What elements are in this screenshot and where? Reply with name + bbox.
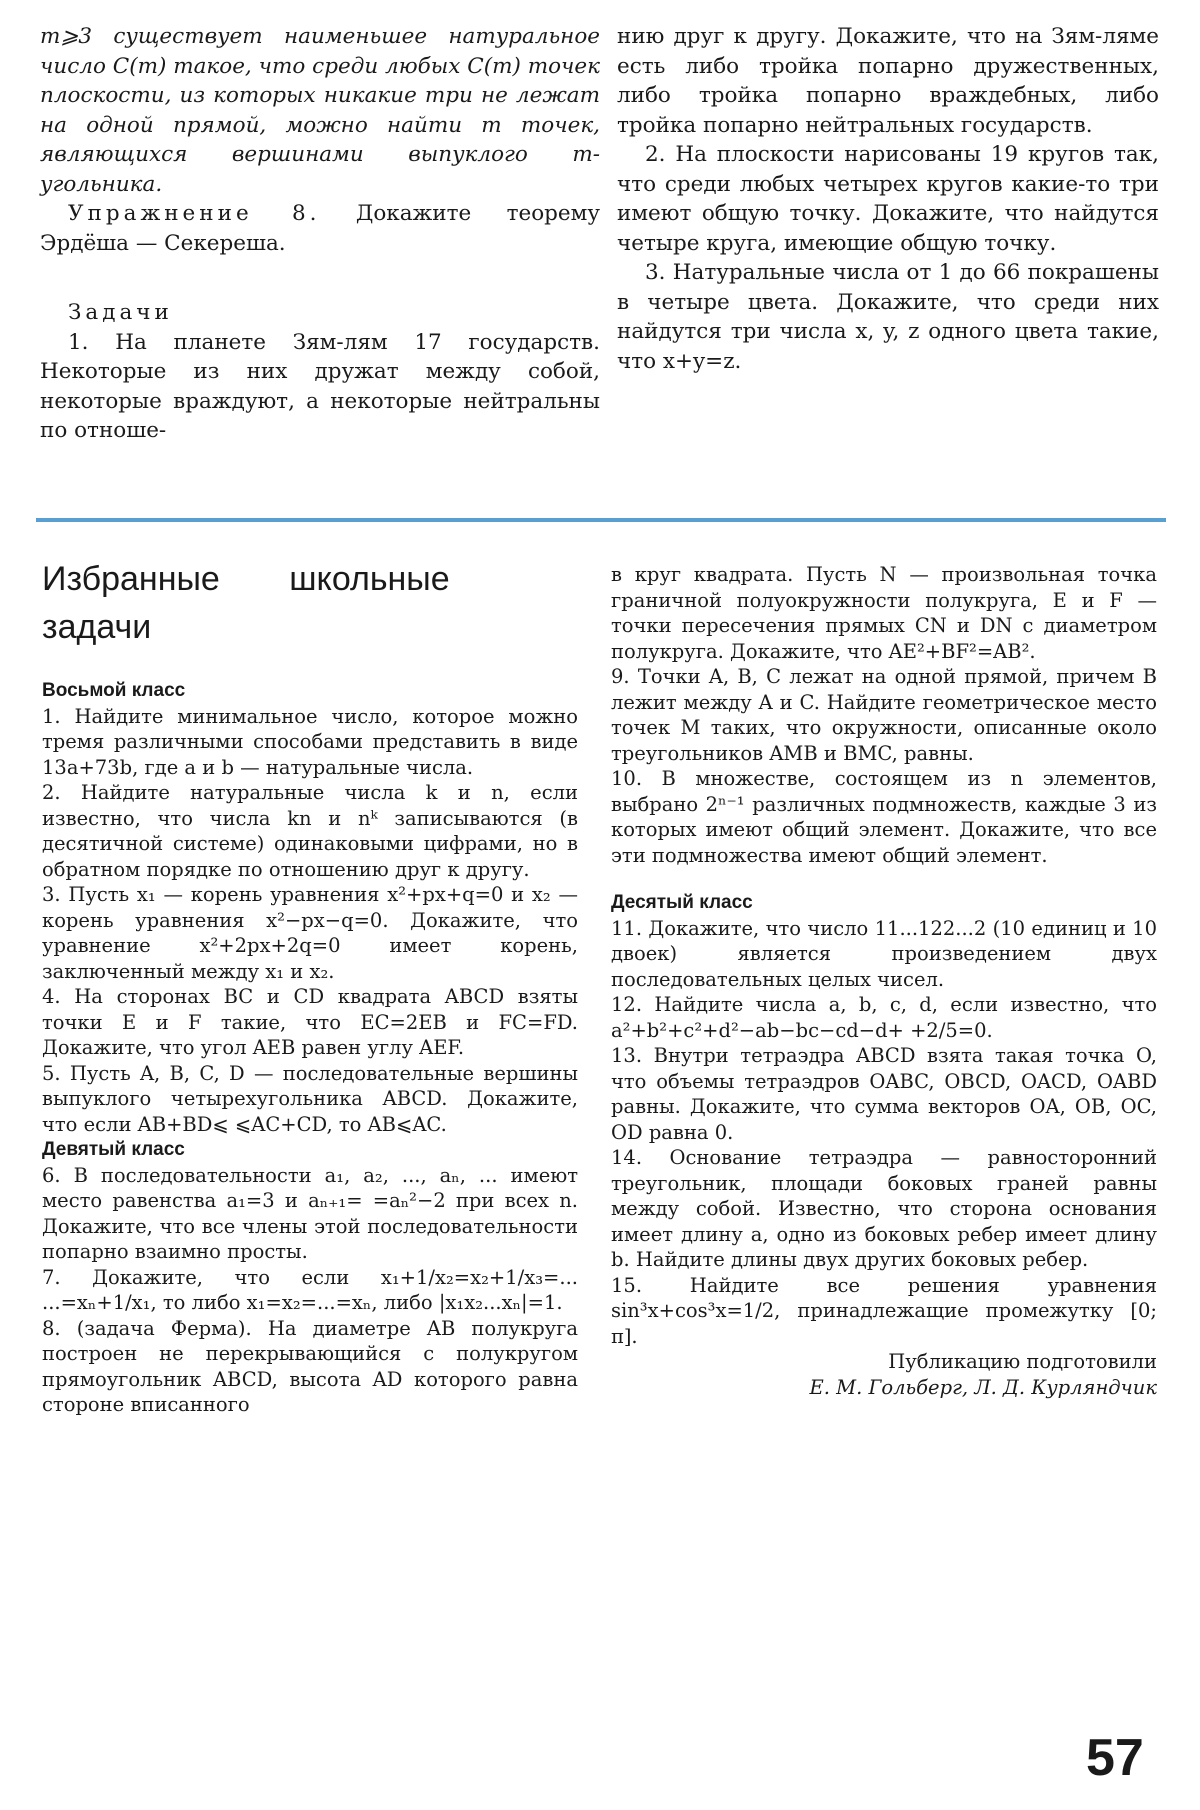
signature-line-1: Публикацию подготовили [888,1350,1157,1373]
problem-school-3: 3. Пусть x₁ — корень уравнения x²+px+q=0 и x₂ — корень уравнения x²−px−q=0. Докажите, что уравнение x²+2px+2q=0 имеет корень, заключенный между x₁ и x₂. [42,883,578,983]
section-title: Избранные школьные задачи [42,560,450,646]
problem-school-1: 1. Найдите минимальное число, которое можно тремя различными способами представить в виде 13a+73b, где a и b — натуральные числа. [42,704,578,779]
grade-10-heading: Десятый класс [611,892,753,913]
problem-school-8-continued: в круг квадрата. Пусть N — произвольная точка граничной полуокружности полукруга, E и F — точки пересечения прямых CN и DN с диаметром полукруга. Докажите, что AE²+BF²=AB². [611,563,1157,663]
problem-school-9: 9. Точки A, B, C лежат на одной прямой, причем B лежит между A и C. Найдите геометрическое место точек M таких, что окружности, описанные около треугольников AMB и BMC, равны. [611,665,1157,765]
problem-school-6: 6. В последовательности a₁, a₂, ..., aₙ, ... имеют место равенства a₁=3 и aₙ₊₁= =aₙ²−2 при всех n. Докажите, что все члены этой последовательности попарно взаимно просты. [42,1163,578,1263]
problem-school-4: 4. На сторонах BC и CD квадрата ABCD взяты точки E и F такие, что EC=2EB и FC=FD. Докажите, что угол AEB равен углу AEF. [42,985,578,1059]
page-number: 57 [1086,1729,1144,1787]
section-divider [36,518,1166,522]
grade-8-heading: Восьмой класс [42,680,186,701]
right-column [611,562,1157,1400]
problem-3: 3. Натуральные числа от 1 до 66 покрашены в четыре цвета. Докажите, что среди них найдутся три числа x, y, z одного цвета такие, что x+y=z. [617,260,1159,374]
problems-heading: Задачи [68,300,173,325]
problem-1: 1. На планете Зям-лям 17 государств. Некоторые из них дружат между собой, некоторые враждуют, а некоторые нейтральны по отноше- [40,329,600,443]
left-column [42,678,578,1418]
problem-school-15: 15. Найдите все решения уравнения sin³x+cos³x=1/2, принадлежащие промежутку [0; π]. [611,1273,1157,1348]
problem-school-11: 11. Докажите, что число 11...122...2 (10 единиц и 10 двоек) является произведением двух последовательных целых чисел. [611,916,1157,991]
exercise-label: Упражнение 8. [68,201,321,226]
problem-school-14: 14. Основание тетраэдра — равносторонний треугольник, площади боковых граней равны между собой. Известно, что сторона основания имеет длину a, одно из боковых ребер имеет длину b. Найдите длины двух других боковых ребер. [611,1146,1157,1271]
problem-school-13: 13. Внутри тетраэдра ABCD взята такая точка O, что объемы тетраэдров OABC, OBCD, OACD, OABD равны. Докажите, что сумма векторов OA, OB, OC, OD равна 0. [611,1044,1157,1144]
top-left-column [40,22,600,446]
problem-school-12: 12. Найдите числа a, b, c, d, если известно, что a²+b²+c²+d²−ab−bc−cd−d+ +2/5=0. [611,993,1157,1042]
signature-authors: Е. М. Гольберг, Л. Д. Курляндчик [809,1375,1157,1399]
problem-school-10: 10. В множестве, состоящем из n элементов, выбрано 2ⁿ⁻¹ различных подмножеств, каждые 3 из которых имеют общий элемент. Докажите, что все эти подмножества имеют общий элемент. [611,767,1157,867]
exercise-8 [40,199,600,258]
theorem-paragraph: m⩾3 существует наименьшее натуральное число C(m) такое, что среди любых C(m) точек плоскости, из которых никакие три не лежат на одной прямой, можно найти m точек, являющихся вершинами выпуклого m-угольника. [40,24,600,197]
problem-school-8: 8. (задача Ферма). На диаметре AB полукруга построен не перекрывающийся с полукругом прямоугольник ABCD, высота AD которого равна стороне вписанного [42,1316,578,1416]
problem-school-5: 5. Пусть A, B, C, D — последовательные вершины выпуклого четырехугольника ABCD. Докажите, что если AB+BD⩽ ⩽AC+CD, то AB⩽AC. [42,1061,578,1136]
problem-school-2: 2. Найдите натуральные числа k и n, если известно, что числа kn и nᵏ записываются (в десятичной системе) одинаковыми цифрами, но в обратном порядке по отношению друг к другу. [42,781,578,881]
problem-2: 2. На плоскости нарисованы 19 кругов так, что среди любых четырех кругов какие-то три имеют общую точку. Докажите, что найдутся четыре круга, имеющие общую точку. [617,142,1159,256]
problem-school-7: 7. Докажите, что если x₁+1/x₂=x₂+1/x₃=... ...=xₙ+1/x₁, то либо x₁=x₂=...=xₙ, либо |x₁x₂...xₙ|=1. [42,1265,578,1314]
problem-1-continued: нию друг к другу. Докажите, что на Зям-ляме есть либо тройка попарно дружественных, либо тройка попарно враждебных, либо тройка попарно нейтральных государств. [617,24,1159,138]
exercise-text: Докажите теорему Эрдёша — Секереша. [40,201,600,256]
top-right-column [617,22,1159,376]
grade-9-heading: Девятый класс [42,1139,185,1160]
